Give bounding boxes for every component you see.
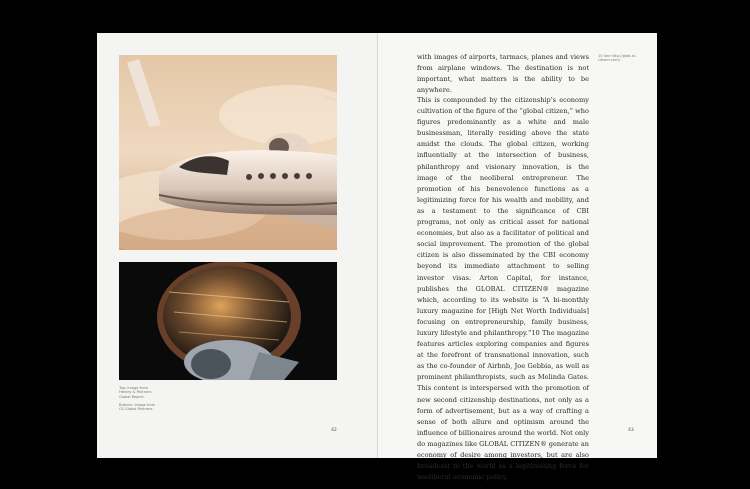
footnote: 10 See http://glob-al-citizen.com/. [598,54,637,63]
left-page [97,33,378,458]
caption-bottom: Bottom: image from CS Global Partners. [119,403,156,412]
caption-top: Top: image from Henley & Partners Global Report. [119,386,152,399]
paragraph-2 [417,95,589,483]
right-page [378,33,657,482]
page-number-left: 42 [331,428,337,433]
paragraph-2-text: This is compounded by the citizenship's economy cultivation of the figure of the “global citizen,” who figures predominantly as a white and male businessman, literally residing above the state amidst the clouds. The global citizen, working influentially at the intersection of business, philanthropy and visionary innovation, is the image of the neoliberal entrepreneur. The promotion of his benevolence functions as a legitimizing force for his wealth and mobility, and as a testament to the significance of CBI programs, not only as critical asset for national economies, but also as a facilitator of political and social improvement. The promotion of the global citizen is also disseminated by the CBI economy beyond its immediate attachment to selling investor visas. Arton Capital, for instance, publishes the GLOBAL CITIZEN® magazine which, according to its website is “A bi-monthly luxury magazine for [High Net Worth Individuals] focusing on entrepreneurship, family business, luxury lifestyle and philanthropy.”10 The magazine features articles exploring companies and figures at the forefront of transnational innovation, such as the co-founder of Airbnb, Joe Gebbia, as well as prominent philanthropists, such as Melinda Gates. This content is interspersed with the promotion of new second citizenship destinations, not only as a form of advertisement, but as a way of crafting a sense of both allure and optimism around the influence of billionaires around the world. Not only do magazines like GLOBAL CITIZEN® generate an economy of desire among investors, but are also broadcast to the world as a legitimating force for neoliberal economic policy. [417,96,589,482]
paragraph-1-text: with images of airports, tarmacs, planes and views from airplane windows. The destination is not important, what matters is the ability to be anywhere. [417,53,589,95]
airplane-window-city-photo [119,262,337,380]
paragraph-1 [417,52,589,96]
page-number-right: 43 [628,428,634,433]
private-jet-photo [119,55,337,250]
